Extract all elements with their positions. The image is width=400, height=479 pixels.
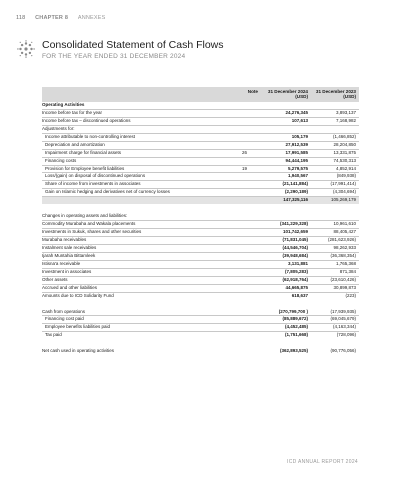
value-2023: (17,939,935) [330, 308, 356, 314]
value-2024: 3,131,881 [287, 260, 308, 266]
row-label: Investments in Sukuk, shares and other securities [42, 229, 142, 235]
row-label: Tax paid [45, 332, 62, 338]
table-row [42, 102, 359, 110]
column-2024-unit: (USD) [295, 94, 308, 99]
value-2024: 5,279,575 [287, 165, 308, 171]
table-row [42, 204, 359, 213]
value-2024: 618,637 [291, 292, 308, 298]
page-number: 118 [16, 15, 26, 21]
chapter-label: CHAPTER 8 [35, 15, 69, 21]
value-2023: (281,623,926) [327, 237, 356, 242]
row-label: Income attributable to non-controlling interest [45, 133, 136, 139]
value-2023: 3,893,137 [335, 109, 356, 115]
table-row [42, 277, 359, 285]
page-subtitle: FOR THE YEAR ENDED 31 DECEMBER 2024 [42, 53, 186, 60]
table-row [42, 150, 359, 158]
value-2023: (4,163,344) [332, 324, 356, 330]
value-2023: (4,304,694) [332, 189, 356, 195]
value-2023: 30,899,873 [333, 284, 356, 290]
value-2024: 94,444,195 [285, 157, 308, 163]
table-row [42, 237, 359, 245]
row-label: Istisna'a receivable [42, 260, 81, 266]
row-label: Accrued and other liabilities [42, 284, 98, 290]
table-row [42, 309, 359, 317]
row-label: Ijarah Muntahia Bittamleek [42, 252, 96, 258]
running-header [16, 15, 106, 21]
table-row [42, 261, 359, 269]
table-row [42, 229, 359, 237]
table-row [42, 339, 359, 348]
value-2023: 1,765,368 [335, 260, 356, 266]
row-note: 19 [242, 165, 248, 171]
table-row [42, 166, 359, 174]
row-label: Employee benefits liabilities paid [45, 324, 111, 330]
value-2023: 7,168,982 [335, 117, 356, 123]
column-2024-title: 31 December 2024 [267, 89, 308, 94]
row-label: Gain on Islamic hedging and derivatives net of currency losses [45, 189, 170, 195]
value-2024: (44,546,704) [282, 244, 308, 250]
value-2023: 4,852,914 [335, 165, 356, 171]
row-label: Loss/(gain) on disposal of discontinued operations [45, 173, 146, 179]
value-2023: (90,776,056) [330, 348, 356, 354]
row-label: Impairment charge for financial assets [45, 149, 122, 155]
column-2023-unit: (USD) [343, 94, 356, 99]
note-column-header: Note [247, 89, 258, 94]
value-2023: 28,204,850 [333, 141, 356, 147]
value-2024: (62,918,764) [282, 276, 308, 282]
table-row [42, 126, 359, 134]
column-2024-header [264, 89, 308, 99]
table-row [42, 293, 359, 300]
value-2023: 10,961,610 [333, 221, 356, 227]
footer-text: ICD ANNUAL REPORT 2024 [287, 459, 358, 465]
row-label: Net cash used in operating activities [42, 348, 115, 354]
page-title: Consolidated Statement of Cash Flows [42, 39, 224, 51]
value-2024: (4,452,485) [284, 324, 308, 330]
value-2023: (1,466,852) [332, 133, 356, 139]
table-row [42, 245, 359, 253]
column-2023-title: 31 December 2023 [315, 89, 356, 94]
table-body [42, 102, 359, 355]
value-2024: (85,889,672) [282, 316, 308, 322]
row-label: Other assets [42, 276, 68, 282]
value-2023: 88,405,427 [333, 229, 356, 235]
annexes-label: ANNEXES [77, 15, 106, 21]
row-label: Amounts due to ICD Solidarity Fund [42, 292, 114, 298]
value-2023: (223) [345, 292, 356, 298]
column-2023-header [310, 89, 356, 99]
value-2024: (1,751,668) [284, 332, 308, 338]
value-2024: 44,665,875 [285, 284, 308, 290]
row-label: Provision for Employee benefit liabilities [45, 165, 125, 171]
value-2024: 1,940,567 [287, 173, 308, 179]
table-row [42, 221, 359, 229]
table-row [42, 173, 359, 181]
value-2023: 871,384 [339, 268, 356, 274]
table-row [42, 134, 359, 142]
row-label: Income before tax for the year [42, 109, 103, 115]
value-2024: (341,229,328) [279, 221, 308, 227]
value-2024: (39,948,684) [282, 252, 308, 258]
table-row [42, 213, 359, 221]
value-2024: (71,831,045) [282, 237, 308, 242]
row-label: Changes in operating assets and liabilities: [42, 213, 128, 219]
row-label: Investment in associates [42, 268, 92, 274]
table-row [42, 118, 359, 126]
table-row [42, 285, 359, 293]
table-header [42, 87, 359, 102]
value-2024: (7,805,283) [284, 268, 308, 274]
table-row [42, 158, 359, 166]
row-label: Instalment sale receivables [42, 244, 97, 250]
row-label: Financing costs [45, 157, 77, 163]
table-row [42, 332, 359, 339]
value-2024: 105,179 [291, 133, 308, 139]
value-2024: 101,742,659 [282, 229, 308, 235]
table-row [42, 324, 359, 332]
row-label: Adjustments for: [42, 125, 75, 131]
row-label: Murabaha receivables [42, 237, 87, 242]
value-2024: 147,325,116 [283, 197, 308, 203]
value-2023: 105,269,179 [330, 197, 356, 203]
table-row [42, 189, 359, 197]
value-2024: 17,991,585 [285, 149, 308, 155]
value-2024: (362,893,525) [279, 348, 308, 354]
value-2023: 98,262,933 [333, 244, 356, 250]
value-2024: 27,912,539 [285, 141, 308, 147]
table-row [42, 142, 359, 150]
icd-logo-icon [17, 40, 35, 58]
value-2023: (728,096) [336, 332, 356, 338]
value-2024: (21,141,884) [282, 181, 308, 187]
value-2023: (17,991,414) [330, 181, 356, 187]
value-2023: 13,331,875 [333, 149, 356, 155]
value-2024: 107,613 [291, 117, 308, 123]
row-label: Cash from operations [42, 308, 86, 314]
table-row [42, 253, 359, 261]
table-row [42, 269, 359, 277]
value-2024: (2,290,189) [284, 189, 308, 195]
value-2023: (69,045,679) [330, 316, 356, 322]
table-row [42, 348, 359, 355]
table-row [42, 197, 359, 204]
value-2023: (23,610,426) [330, 276, 356, 282]
row-note: 26 [242, 149, 248, 155]
table-row [42, 110, 359, 118]
row-label: Operating Activities [42, 102, 85, 107]
value-2024: (270,799,700 ) [278, 308, 308, 314]
row-label: Financing cost paid [45, 316, 84, 322]
value-2024: 24,276,345 [285, 109, 308, 115]
value-2023: (849,938) [336, 173, 356, 179]
table-row [42, 181, 359, 189]
row-label: Income before tax – discontinued operations [42, 117, 131, 123]
table-row [42, 300, 359, 309]
table-row [42, 316, 359, 324]
row-label: Commodity Murabaha and Wakala placements [42, 221, 136, 227]
value-2023: (36,368,354) [330, 252, 356, 258]
value-2023: 74,530,313 [333, 157, 356, 163]
row-label: Share of income from investments in associates [45, 181, 141, 187]
row-label: Depreciation and amortization [45, 141, 105, 147]
cash-flow-table [42, 87, 359, 355]
